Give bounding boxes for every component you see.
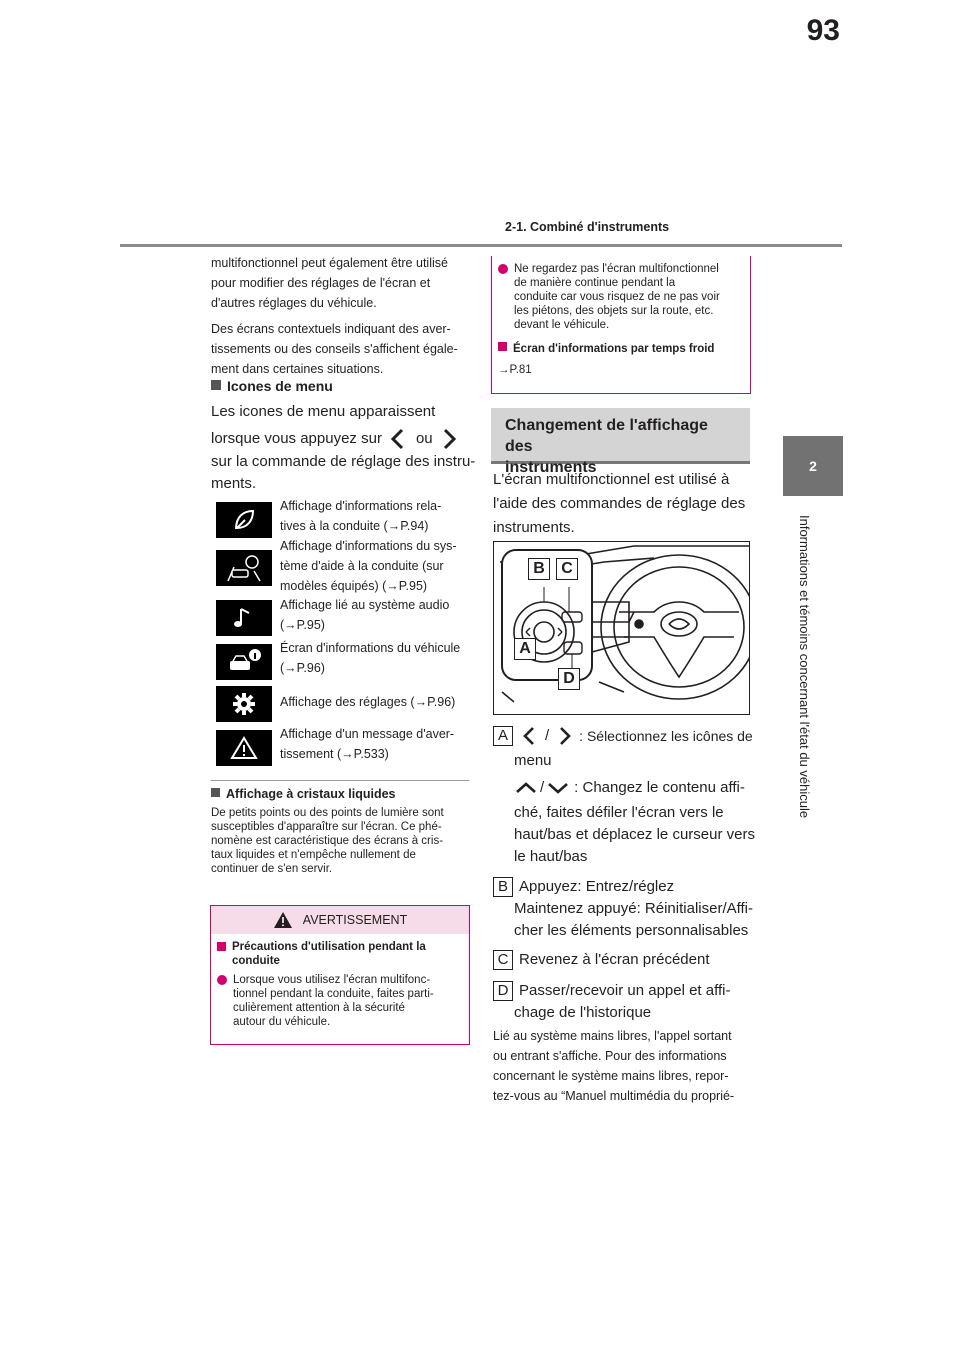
menu-icons-heading: [211, 378, 333, 394]
item-a-line1: [493, 724, 758, 748]
intro-paragraph: [211, 253, 471, 379]
item-a-line2: menu: [514, 752, 552, 769]
box-bullet-line: Ne regardez pas l'écran multifonctionnel: [514, 263, 719, 275]
heading-marker: [498, 342, 507, 351]
warning-box: [210, 905, 470, 1045]
section-heading: [491, 408, 750, 476]
item-a-text: : Changez le contenu affi-: [574, 779, 745, 796]
lcd-line: taux liquides et n'empêche nullement de: [211, 849, 416, 861]
footer-line: ou entrant s'affiche. Pour des informations: [493, 1049, 727, 1063]
label-a: A: [493, 726, 513, 746]
footer-line: tez-vous au “Manuel multimédia du proprié-: [493, 1089, 735, 1103]
item-b-text: Appuyez: Entrez/réglez: [519, 878, 675, 895]
box-bullet-line: les piétons, des objets sur la route, etc.: [514, 305, 714, 317]
label-b: B: [493, 877, 513, 897]
warning-subheading: [217, 940, 463, 968]
footer-line: concernant le système mains libres, repor-: [493, 1069, 729, 1083]
intro-line: pour modifier des réglages de l'écran et: [211, 276, 431, 290]
box-bullet-line: conduite car vous risquez de ne pas voir: [514, 291, 720, 303]
vehicle-info-icon: [216, 644, 272, 680]
icon-desc-1: [280, 496, 470, 536]
popup-line: Des écrans contextuels indiquant des aver-: [211, 322, 451, 336]
steering-figure: [493, 541, 750, 715]
lcd-line: De petits points ou des points de lumière sont: [211, 807, 444, 819]
chevron-right-icon: [553, 725, 575, 747]
figure-label-a: A: [514, 638, 536, 660]
icon-desc-line: modèles équipés) (→P.95): [280, 579, 428, 593]
chevron-left-icon: [382, 426, 416, 452]
lcd-paragraph: [211, 806, 473, 876]
icon-desc-line: tissement (→P.533): [280, 747, 389, 761]
box-bullet-line: de manière continue pendant la: [514, 277, 676, 289]
right-intro-line: l'aide des commandes de réglage des: [493, 495, 746, 512]
icon-desc-line: Affichage d'informations rela-: [280, 499, 442, 513]
warning-bullet-line: tionnel pendant la conduite, faites parti-: [233, 988, 434, 1000]
lcd-line: susceptibles d'apparaître sur l'écran. Ce phé-: [211, 821, 442, 833]
section-heading-line: Changement de l'affichage des: [505, 417, 708, 455]
section-title: 2-1. Combiné d'instruments: [505, 220, 670, 234]
warning-triangle-icon: [273, 911, 293, 929]
cold-heading-text: Écran d'informations par temps froid: [513, 343, 715, 355]
menu-heading-text: Icones de menu: [227, 378, 333, 394]
warning-bullet-line: autour du véhicule.: [233, 1016, 331, 1028]
item-b-line1: [493, 875, 674, 899]
warning-bullet-line: culièrement attention à la sécurité: [233, 1002, 405, 1014]
icon-desc-line: (→P.96): [280, 661, 325, 675]
icon-desc-line: (→P.95): [280, 618, 325, 632]
popup-line: ment dans certaines situations.: [211, 362, 384, 376]
footer-line: Lié au système mains libres, l'appel sortant: [493, 1029, 732, 1043]
menu-text-2a: lorsque vous appuyez sur: [211, 430, 382, 447]
page-number: 93: [806, 14, 840, 47]
item-a-line5: haut/bas et déplacez le curseur vers: [514, 826, 755, 843]
chapter-tab: 2: [783, 436, 843, 496]
chevron-left-icon: [519, 725, 541, 747]
figure-label-b: B: [528, 558, 550, 580]
icon-desc-2: [280, 536, 470, 596]
icon-desc-4: [280, 638, 470, 678]
chevron-right-icon: [433, 426, 463, 452]
warning-subheading-line: Précautions d'utilisation pendant la: [232, 941, 426, 953]
label-d: D: [493, 981, 513, 1001]
item-a-line6: le haut/bas: [514, 848, 588, 865]
icon-desc-line: Affichage lié au système audio: [280, 598, 450, 612]
lcd-heading: [211, 787, 396, 801]
intro-line: d'autres réglages du véhicule.: [211, 296, 377, 310]
icon-desc-line: Affichage des réglages (→P.96): [280, 695, 456, 709]
item-c-text: Revenez à l'écran précédent: [519, 951, 710, 968]
section-heading-line: instruments: [505, 459, 597, 476]
warning-subheading-line: conduite: [232, 955, 280, 967]
music-note-icon: [216, 600, 272, 636]
icon-desc-line: tives à la conduite (→P.94): [280, 519, 429, 533]
lcd-heading-text: Affichage à cristaux liquides: [226, 787, 396, 801]
cold-heading: [498, 342, 744, 356]
right-intro-line: L'écran multifonctionnel est utilisé à: [493, 471, 730, 488]
figure-label-c: C: [556, 558, 578, 580]
intro-line: multifonctionnel peut également être utilisé: [211, 256, 448, 270]
lcd-line: nomène est caractéristique des écrans à cris-: [211, 835, 444, 847]
warning-bullet-line: Lorsque vous utilisez l'écran multifonc-: [233, 974, 431, 986]
menu-text-4: ments.: [211, 475, 257, 492]
bullet-dot: [217, 975, 227, 985]
warning-header: [211, 906, 469, 934]
right-intro: [493, 468, 753, 540]
header-rule: [120, 244, 842, 247]
icon-desc-6: [280, 724, 470, 764]
warning-icon: [216, 730, 272, 766]
divider: [211, 780, 469, 781]
chapter-title: Informations et témoins concernant l'état du véhicule: [797, 515, 812, 819]
icon-desc-line: Affichage d'informations du sys-: [280, 539, 457, 553]
bullet-dot: [498, 264, 508, 274]
icon-desc-line: Affichage d'un message d'aver-: [280, 727, 455, 741]
icon-desc-line: tème d'aide à la conduite (sur: [280, 559, 444, 573]
separator: /: [540, 779, 545, 796]
item-b-line2: Maintenez appuyé: Réinitialiser/Affi-: [514, 900, 754, 917]
lcd-line: continuer de s'en servir.: [211, 863, 333, 875]
menu-text-1: Les icones de menu apparaissent: [211, 403, 436, 420]
item-a-line3: [514, 776, 745, 800]
box-bullet: [498, 262, 744, 332]
leaf-icon: [216, 502, 272, 538]
icon-desc-5: [280, 692, 470, 712]
right-intro-line: instruments.: [493, 519, 575, 536]
popup-line: tissements ou des conseils s'affichent égale-: [211, 342, 458, 356]
item-c-line1: [493, 948, 709, 972]
figure-label-d: D: [558, 668, 580, 690]
box-bullet-line: devant le véhicule.: [514, 319, 610, 331]
gear-icon: [216, 686, 272, 722]
continued-warning-box: [491, 256, 751, 394]
separator: /: [545, 727, 550, 744]
item-d-line2: chage de l'historique: [514, 1004, 652, 1021]
chevron-up-icon: [514, 779, 538, 797]
label-c: C: [493, 950, 513, 970]
icon-desc-line: Écran d'informations du véhicule: [280, 641, 461, 655]
item-a-text: : Sélectionnez les icônes de: [579, 728, 753, 744]
menu-text-2: [211, 426, 463, 452]
icon-desc-3: [280, 595, 470, 635]
chevron-down-icon: [546, 779, 570, 797]
heading-marker: [211, 380, 221, 390]
warning-bullet: [217, 973, 463, 1029]
cold-ref: →P.81: [498, 364, 532, 376]
item-d-text: Passer/recevoir un appel et affi-: [519, 982, 731, 999]
menu-text-3: sur la commande de réglage des instru-: [211, 453, 476, 470]
warning-title: AVERTISSEMENT: [302, 913, 408, 927]
menu-text-2b: ou: [415, 430, 433, 447]
item-a-line4: ché, faites défiler l'écran vers le: [514, 804, 724, 821]
heading-marker: [217, 942, 226, 951]
item-b-line3: cher les éléments personnalisables: [514, 922, 749, 939]
heading-marker: [211, 788, 220, 797]
footer-paragraph: [493, 1026, 755, 1106]
item-d-line1: [493, 979, 731, 1003]
driving-assist-icon: [216, 550, 272, 586]
